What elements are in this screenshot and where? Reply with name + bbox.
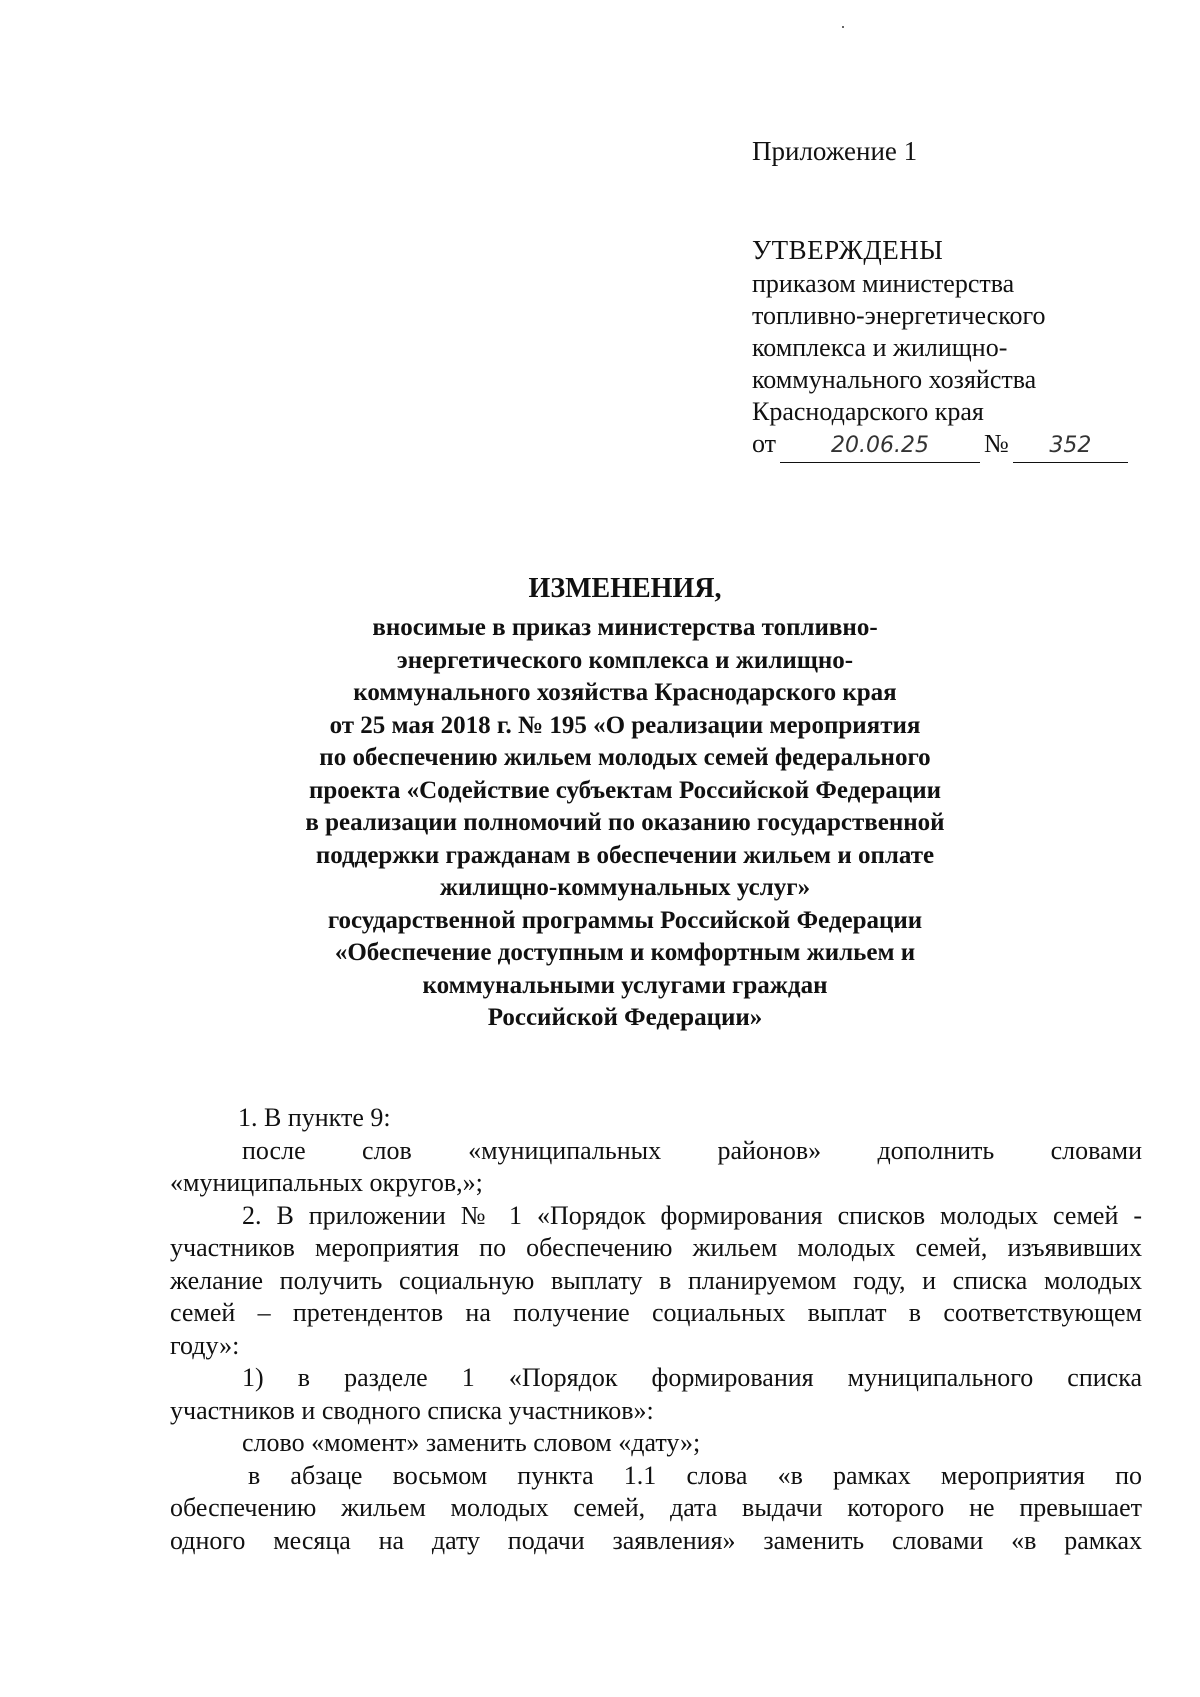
replace-word-line: слово «момент» заменить словом «дату»; [242, 1428, 701, 1457]
subitem-1-line-1: 1) в разделе 1 «Порядок формирования муниципального списка [242, 1363, 1142, 1392]
heading-line-13: Российской Федерации» [487, 1004, 763, 1031]
appendix-label: Приложение 1 [752, 136, 918, 166]
handwritten-date: 20.06.25 [780, 432, 980, 463]
paragraph-8-line-2: обеспечению жильем молодых семей, дата выдачи которого не превышает [170, 1493, 1142, 1522]
heading-line-1: вносимые в приказ министерства топливно- [372, 614, 878, 641]
heading-line-10: государственной программы Российской Федерации [327, 906, 923, 934]
handwritten-number: 352 [1013, 432, 1128, 463]
item-2-line-5: году»: [170, 1330, 240, 1360]
heading-line-2: энергетического комплекса и жилищно- [396, 646, 854, 674]
heading-title: ИЗМЕНЕНИЯ, [528, 573, 722, 604]
heading-line-4: от 25 мая 2018 г. № 195 «О реализации мероприятия [329, 711, 921, 739]
item-2-line-4: семей – претендентов на получение социальных выплат в соответствующем [170, 1298, 1142, 1327]
from-label: от [752, 429, 777, 458]
approval-line-1: приказом министерства [752, 269, 1015, 298]
approval-line-3: комплекса и жилищно- [752, 333, 1008, 362]
scan-speck [842, 26, 844, 28]
document-body [170, 1102, 1142, 1557]
item-2-line-1: 2. В приложении № 1 «Порядок формирования списков молодых семей - [242, 1200, 1142, 1230]
document-heading [200, 572, 1050, 1035]
heading-line-6: проекта «Содействие субъектам Российской Федерации [308, 776, 942, 804]
approval-block [752, 234, 1152, 463]
heading-line-12: коммунальными услугами граждан [422, 971, 828, 999]
item-1-text-line-2: «муниципальных округов,»; [170, 1168, 483, 1197]
heading-line-9: жилищно-коммунальных услуг» [439, 874, 811, 901]
item-2-line-2: участников мероприятия по обеспечению жильем молодых семей, изъявивших [170, 1233, 1142, 1262]
heading-line-7: в реализации полномочий по оказанию государственной [305, 809, 945, 836]
item-2-line-3: желание получить социальную выплату в планируемом году, и списка молодых [170, 1265, 1142, 1295]
approval-line-4: коммунального хозяйства [752, 365, 1037, 394]
approval-title: УТВЕРЖДЕНЫ [752, 235, 944, 265]
item-1-text-line-1: после слов «муниципальных районов» дополнить словами [242, 1135, 1142, 1165]
paragraph-8-line-3: одного месяца на дату подачи заявления» заменить словами «в рамках [170, 1525, 1142, 1555]
heading-line-3: коммунального хозяйства Краснодарского края [353, 679, 897, 706]
heading-line-11: «Обеспечение доступным и комфортным жильем и [334, 939, 916, 966]
paragraph-8-line-1: в абзаце восьмом пункта 1.1 слова «в рамках мероприятия по [248, 1460, 1142, 1490]
number-label: № [984, 429, 1009, 458]
approval-line-5: Краснодарского края [752, 397, 984, 426]
approval-line-2: топливно-энергетического [752, 301, 1046, 330]
heading-line-8: поддержки гражданам в обеспечении жильем и оплате [315, 841, 935, 869]
heading-line-5: по обеспечению жильем молодых семей федерального [319, 744, 931, 771]
item-1-line: 1. В пункте 9: [238, 1103, 391, 1132]
date-number-row [752, 428, 1152, 463]
subitem-1-line-2: участников и сводного списка участников»: [170, 1395, 654, 1425]
